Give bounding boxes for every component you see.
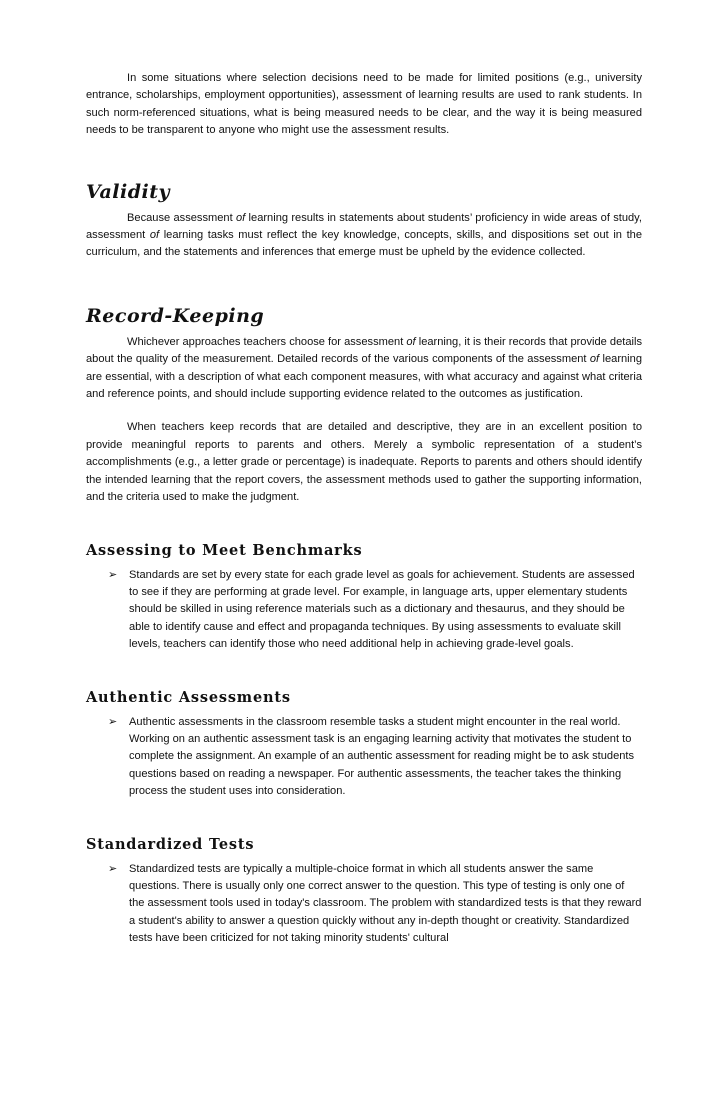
list-item [86,714,642,801]
section-heading-benchmarks: Assessing to Meet Benchmarks [86,541,363,559]
record-keeping-paragraph-2: When teachers keep records that are detailed and descriptive, they are in an excellent position to provide meaningful reports to parents and others. Merely a symbolic representation of a student’s accomplishments (e.g., a letter grade or percentage) is inadequate. Reports to parents and others should identify the intended learning that the report covers, the assessment methods used to gather the supporting information, and the criteria used to make the judgment. [86,421,642,504]
record-keeping-paragraph-1: Whichever approaches teachers choose for assessment of learning, it is their records that provide details about the quality of the measurement. Detailed records of the various components of the assessment of learning are essential, with a description of what each component measures, with what accuracy and against what criteria and reference points, and should include supporting evidence related to the outcomes as justification. [86,335,642,401]
list-item [86,567,642,654]
section-heading-authentic: Authentic Assessments [86,688,291,706]
standardized-bullet-text: Standardized tests are typically a multiple-choice format in which all students answer the same questions. There is usually only one correct answer to the question. This type of testing is only one of the assessment tools used in today's classroom. The problem with standardized tests is that they reward a student's ability to answer a question quickly without any in-depth thought or creativity. Standardized tests have been criticized for not taking minority students' cultural [129,862,642,945]
section-heading-record-keeping: Record-Keeping [86,304,265,327]
list-item [86,861,642,948]
arrow-bullet-icon: ➢ [108,568,118,581]
intro-paragraph: In some situations where selection decisions need to be made for limited positions (e.g., university entrance, scholarships, employment opportunities), assessment of learning results are used to rank students. In such norm-referenced situations, what is being measured needs to be clear, and the way it is being measured needs to be transparent to anyone who might use the assessment results. [86,72,642,137]
section-heading-standardized: Standardized Tests [86,835,255,853]
arrow-bullet-icon: ➢ [108,862,118,875]
arrow-bullet-icon: ➢ [108,715,118,728]
authentic-bullet-text: Authentic assessments in the classroom resemble tasks a student might encounter in the real world. Working on an authentic assessment task is an engaging learning activity that motivates the student to complete the assignment. An example of an authentic assessment for reading might be to ask students questions based on reading a newspaper. For authentic assessments, the teacher takes the thinking process the student uses into consideration. [129,715,635,798]
benchmarks-bullet-text: Standards are set by every state for each grade level as goals for achievement. Students are assessed to see if they are performing at grade level. For example, in language arts, upper elementary students should be skilled in using reference materials such as a dictionary and thesaurus, and they should be able to identify cause and effect and propaganda techniques. By using assessments to evaluate skill levels, teachers can identify those who need additional help in achieving grade-level goals. [129,568,635,651]
validity-paragraph: Because assessment of learning results in statements about students’ proficiency in wide areas of study, assessment of learning tasks must reflect the key knowledge, concepts, skills, and dispositions set out in the curriculum, and the statements and inferences that emerge must be upheld by the evidence collected. [86,211,642,259]
document-page [86,70,642,948]
section-heading-validity: Validity [86,180,171,203]
